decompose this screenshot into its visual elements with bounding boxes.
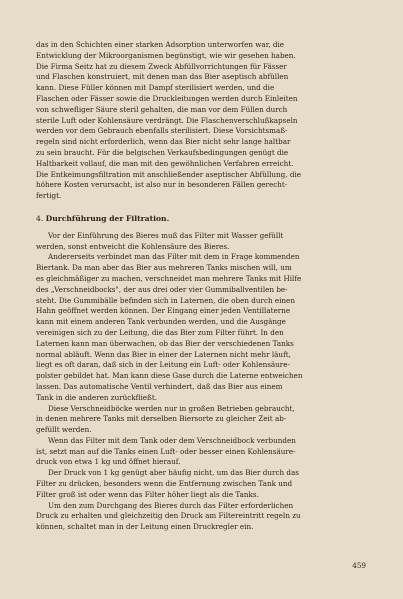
- text-line: vereinigen sich zu der Leitung, die das Bier zum Filter führt. In den: [36, 327, 284, 337]
- text-line: regeln sind nicht erforderlich, wenn das Bier nicht sehr lange haltbar: [36, 137, 291, 147]
- text-line: Die Firma Seitz hat zu diesem Zweck Abfüllvorrichtungen für Fässer: [36, 61, 287, 71]
- text-line: Filter groß ist oder wenn das Filter höher liegt als die Tanks.: [36, 489, 259, 499]
- section-number: 4.: [36, 213, 44, 223]
- text-line: werden vor dem Gebrauch ebenfalls sterilisiert. Diese Vorsichtsmaß-: [36, 126, 288, 136]
- text-line: Druck zu erhalten und gleichzeitig den Druck am Filtereintritt regeln zu: [36, 511, 301, 521]
- text-line: das in den Schichten einer starken Adsorption unterworfen war, die: [36, 40, 285, 49]
- text-line: werden, sonst entweicht die Kohlensäure des Bieres.: [36, 241, 230, 251]
- text-line: Biertank. Da man aber das Bier aus mehreren Tanks mischen will, um: [36, 263, 292, 273]
- text-line: können, schaltet man in der Leitung einen Druckregler ein.: [36, 522, 254, 532]
- paragraph: [36, 231, 367, 253]
- text-line: gefüllt werden.: [36, 425, 92, 435]
- text-line: Tank in die anderen zurückfließt.: [36, 392, 157, 402]
- text-line: Flaschen oder Fässer sowie die Druckleitungen werden durch Einleiten: [36, 93, 298, 103]
- text-line: Der Druck von 1 kg genügt aber häufig nicht, um das Bier durch das: [48, 468, 299, 478]
- text-line: höhere Kosten verursacht, ist also nur in besonderen Fällen gerecht-: [36, 180, 288, 190]
- paragraph: [36, 252, 367, 403]
- text-line: Vor der Einführung des Bieres muß das Filter mit Wasser gefüllt: [48, 230, 284, 240]
- text-line: steht. Die Gummibälle befinden sich in Laternen, die oben durch einen: [36, 295, 295, 305]
- text-line: Die Entkeimungsfiltration mit anschließender aseptischer Abfüllung, die: [36, 169, 302, 179]
- body-text: [36, 231, 367, 533]
- text-line: es gleichmäßiger zu machen, verschneidet man mehrere Tanks mit Hilfe: [36, 273, 302, 283]
- text-line: normal abläuft. Wenn das Bier in einer der Laternen nicht mehr läuft,: [36, 349, 291, 359]
- text-line: ist, setzt man auf die Tanks einen Luft- oder besser einen Kohlensäure-: [36, 446, 296, 456]
- text-line: und Flaschen konstruiert, mit denen man das Bier aseptisch abfüllen: [36, 72, 289, 82]
- text-line: Haltbarkeit vollauf, die man mit den gewöhnlichen Verfahren erreicht.: [36, 158, 294, 168]
- text-line: Filter zu drücken, besonders wenn die Entfernung zwischen Tank und: [36, 479, 293, 489]
- paragraph: [36, 404, 367, 436]
- section-title: Durchführung der Filtration.: [45, 213, 170, 223]
- paragraph: [36, 436, 367, 468]
- text-line: Laternen kann man überwachen, ob das Bier der verschiedenen Tanks: [36, 338, 294, 348]
- paragraph: [36, 501, 367, 533]
- text-line: Wenn das Filter mit dem Tank oder dem Verschneidbock verbunden: [48, 435, 296, 445]
- section-heading: [36, 214, 367, 225]
- text-line: sterile Luft oder Kohlensäure verdrängt. Die Flaschenverschlußkapseln: [36, 115, 298, 125]
- text-line: fertigt.: [36, 191, 62, 201]
- text-line: lassen. Das automatische Ventil verhindert, daß das Bier aus einem: [36, 381, 283, 391]
- text-line: druck von etwa 1 kg und öffnet hierauf.: [36, 457, 181, 467]
- text-line: Entwicklung der Mikroorganismen begünstigt, wie wir gesehen haben.: [36, 50, 296, 60]
- text-line: Diese Verschneidböcke werden nur in großen Betrieben gebraucht,: [48, 403, 295, 413]
- intro-paragraph: [36, 40, 367, 202]
- text-line: in denen mehrere Tanks mit derselben Biersorte zu gleicher Zeit ab-: [36, 414, 287, 424]
- text-line: kann mit einem anderen Tank verbunden werden, und die Ausgänge: [36, 317, 286, 327]
- text-line: des „Verschneidbocks", der aus drei oder vier Gummiballventilen be-: [36, 284, 288, 294]
- paragraph: [36, 468, 367, 500]
- text-line: Andererseits verbindet man das Filter mit dem in Frage kommenden: [48, 252, 300, 262]
- text-line: von schwefliger Säure steril gehalten, die man vor dem Füllen durch: [36, 104, 288, 114]
- text-line: zu sein braucht. Für die belgischen Verkaufsbedingungen genügt die: [36, 147, 289, 157]
- text-line: kann. Diese Füller können mit Dampf sterilisiert werden, und die: [36, 83, 275, 93]
- page-number: 459: [352, 561, 366, 570]
- text-line: Um den zum Durchgang des Bieres durch das Filter erforderlichen: [48, 500, 294, 510]
- text-line: Hahn geöffnet werden können. Der Eingang einer jeden Ventillaterne: [36, 306, 291, 316]
- text-line: liegt es oft daran, daß sich in der Leitung ein Luft- oder Kohlensäure-: [36, 360, 290, 370]
- text-line: polster gebildet hat. Man kann diese Gase durch die Laterne entweichen: [36, 371, 303, 381]
